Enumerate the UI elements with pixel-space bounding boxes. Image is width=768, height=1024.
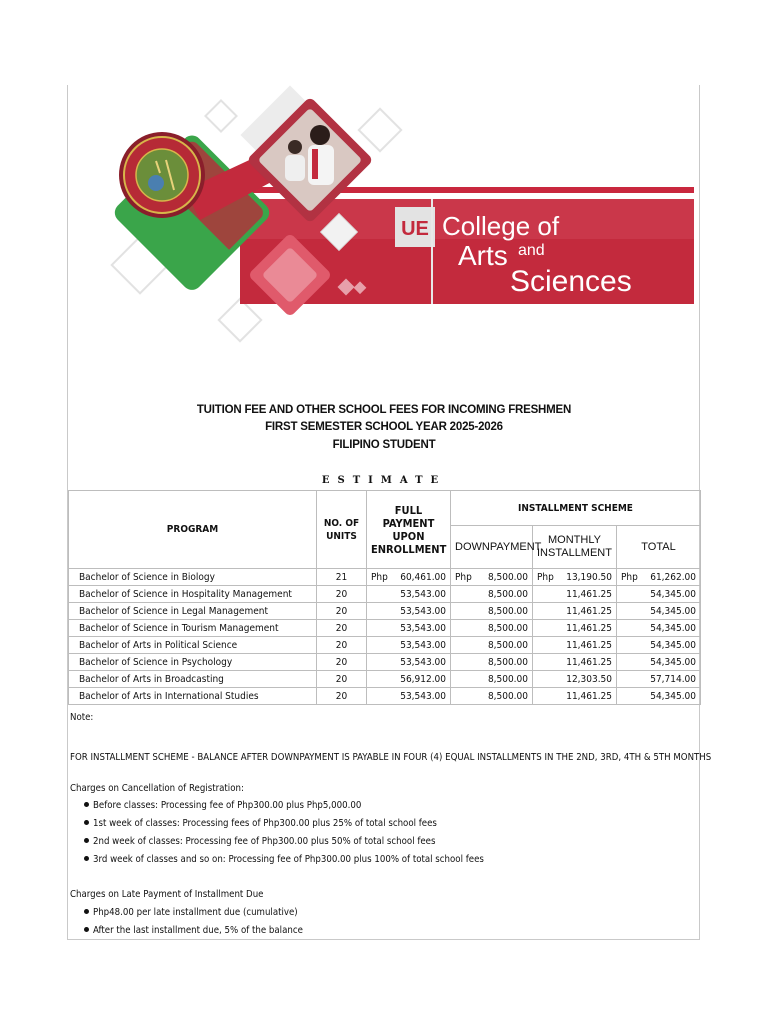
full-payment-cell-value: 60,461.00	[400, 571, 446, 583]
downpayment-cell-value: 8,500.00	[487, 656, 528, 668]
program-cell	[69, 603, 317, 620]
total-cell	[617, 671, 701, 688]
heading-line1: TUITION FEE AND OTHER SCHOOL FEES FOR INCOMING FRESHMEN	[196, 404, 572, 416]
monthly-installment-cell	[533, 620, 617, 637]
program-cell-value: Bachelor of Science in Biology	[79, 571, 215, 583]
units-cell-value: 20	[335, 673, 348, 685]
program-cell	[69, 688, 317, 705]
monthly-installment-cell	[533, 586, 617, 603]
downpayment-cell	[451, 603, 533, 620]
table-row	[69, 654, 701, 671]
units-cell-value: 20	[335, 656, 348, 668]
downpayment-cell-value: 8,500.00	[487, 673, 528, 685]
header-downpayment: DOWNPAYMENT	[451, 526, 533, 569]
full-payment-cell	[367, 671, 451, 688]
full-payment-cell-value: 53,543.00	[400, 605, 446, 617]
table-row	[69, 671, 701, 688]
total-cell-value: 54,345.00	[650, 656, 697, 668]
program-cell	[69, 671, 317, 688]
total-cell	[617, 654, 701, 671]
downpayment-cell-value: 8,500.00	[487, 571, 528, 583]
units-cell-value: 21	[335, 571, 348, 583]
estimate-label: ESTIMATE	[321, 475, 447, 486]
college-title-sciences: Sciences	[510, 265, 632, 298]
currency-label: Php	[455, 571, 472, 583]
units-cell	[317, 654, 367, 671]
program-cell-value: Bachelor of Arts in Broadcasting	[79, 673, 224, 685]
college-banner	[90, 95, 702, 355]
table-row	[69, 603, 701, 620]
monthly-installment-cell	[533, 637, 617, 654]
total-cell-value: 61,262.00	[650, 571, 697, 583]
units-cell	[317, 603, 367, 620]
full-payment-cell	[367, 637, 451, 654]
monthly-installment-cell	[533, 569, 617, 586]
total-cell	[617, 637, 701, 654]
fees-table	[68, 490, 701, 705]
heading-line3: FILIPINO STUDENT	[332, 439, 436, 451]
list-item: Before classes: Processing fee of Php300.00 plus Php5,000.00	[84, 800, 361, 811]
monthly-installment-cell	[533, 603, 617, 620]
units-cell-value: 20	[335, 605, 348, 617]
monthly-installment-cell-value: 11,461.25	[566, 622, 612, 634]
table-row	[69, 586, 701, 603]
full-payment-cell-value: 53,543.00	[400, 656, 446, 668]
program-cell-value: Bachelor of Science in Legal Management	[79, 605, 268, 617]
full-payment-cell	[367, 569, 451, 586]
monthly-installment-cell-value: 12,303.50	[566, 673, 612, 685]
units-cell	[317, 586, 367, 603]
program-cell	[69, 586, 317, 603]
header-installment-scheme: INSTALLMENT SCHEME	[451, 491, 701, 526]
header-full-payment: FULL PAYMENT UPON ENROLLMENT	[367, 491, 451, 569]
currency-label: Php	[621, 571, 638, 583]
downpayment-cell	[451, 620, 533, 637]
list-item: Php48.00 per late installment due (cumulative)	[84, 907, 298, 918]
monthly-installment-cell-value: 11,461.25	[566, 690, 612, 702]
monthly-installment-cell	[533, 671, 617, 688]
program-cell-value: Bachelor of Science in Hospitality Management	[79, 588, 292, 600]
table-row	[69, 569, 701, 586]
downpayment-cell	[451, 671, 533, 688]
downpayment-cell	[451, 586, 533, 603]
program-cell-value: Bachelor of Arts in International Studies	[79, 690, 259, 702]
program-cell	[69, 569, 317, 586]
college-seal	[119, 132, 205, 218]
header-total: TOTAL	[617, 526, 701, 569]
total-cell-value: 54,345.00	[650, 690, 697, 702]
full-payment-cell	[367, 688, 451, 705]
full-payment-cell	[367, 654, 451, 671]
downpayment-cell-value: 8,500.00	[487, 639, 528, 651]
monthly-installment-cell-value: 11,461.25	[566, 639, 612, 651]
units-cell	[317, 620, 367, 637]
program-cell-value: Bachelor of Science in Tourism Management	[79, 622, 279, 634]
program-cell-value: Bachelor of Arts in Political Science	[79, 639, 238, 651]
units-cell	[317, 569, 367, 586]
list-item: After the last installment due, 5% of the balance	[84, 925, 303, 936]
program-cell	[69, 654, 317, 671]
units-cell	[317, 637, 367, 654]
list-item: 1st week of classes: Processing fees of Php300.00 plus 25% of total school fees	[84, 818, 437, 829]
total-cell-value: 54,345.00	[650, 622, 697, 634]
full-payment-cell	[367, 620, 451, 637]
heading-line2: FIRST SEMESTER SCHOOL YEAR 2025-2026	[265, 421, 503, 433]
table-row	[69, 637, 701, 654]
list-item: 2nd week of classes: Processing fee of Php300.00 plus 50% of total school fees	[84, 836, 436, 847]
college-title-arts: Arts	[458, 240, 508, 271]
header-units: NO. OF UNITS	[317, 491, 367, 569]
table-row	[69, 688, 701, 705]
college-title-line1: College of	[442, 211, 560, 241]
full-payment-cell-value: 53,543.00	[400, 639, 446, 651]
total-cell	[617, 569, 701, 586]
installment-note: FOR INSTALLMENT SCHEME - BALANCE AFTER DOWNPAYMENT IS PAYABLE IN FOUR (4) EQUAL INSTALLMENTS IN THE 2ND, 3RD, 4TH & 5TH MONTHS	[70, 752, 712, 763]
currency-label: Php	[371, 571, 388, 583]
ue-logo-text: UE	[401, 218, 429, 240]
monthly-installment-cell	[533, 654, 617, 671]
monthly-installment-cell-value: 11,461.25	[566, 605, 612, 617]
list-item: 3rd week of classes and so on: Processing fee of Php300.00 plus 100% of total school fees	[84, 854, 484, 865]
total-cell	[617, 586, 701, 603]
total-cell-value: 57,714.00	[650, 673, 697, 685]
table-row	[69, 620, 701, 637]
units-cell-value: 20	[335, 588, 348, 600]
monthly-installment-cell-value: 11,461.25	[566, 588, 612, 600]
downpayment-cell-value: 8,500.00	[487, 622, 528, 634]
monthly-installment-cell-value: 11,461.25	[566, 656, 612, 668]
program-cell	[69, 620, 317, 637]
downpayment-cell-value: 8,500.00	[487, 690, 528, 702]
full-payment-cell	[367, 603, 451, 620]
total-cell-value: 54,345.00	[650, 639, 697, 651]
units-cell-value: 20	[335, 622, 348, 634]
units-cell	[317, 671, 367, 688]
full-payment-cell-value: 56,912.00	[400, 673, 446, 685]
full-payment-cell-value: 53,543.00	[400, 588, 446, 600]
monthly-installment-cell-value: 13,190.50	[566, 571, 612, 583]
header-program: PROGRAM	[69, 491, 317, 569]
currency-label: Php	[537, 571, 554, 583]
note-label: Note:	[70, 712, 94, 723]
cancellation-title: Charges on Cancellation of Registration:	[70, 783, 244, 794]
downpayment-cell-value: 8,500.00	[487, 588, 528, 600]
full-payment-cell	[367, 586, 451, 603]
late-payment-title: Charges on Late Payment of Installment Due	[70, 889, 264, 900]
program-cell	[69, 637, 317, 654]
downpayment-cell	[451, 569, 533, 586]
units-cell	[317, 688, 367, 705]
total-cell	[617, 603, 701, 620]
program-cell-value: Bachelor of Science in Psychology	[79, 656, 233, 668]
downpayment-cell	[451, 654, 533, 671]
downpayment-cell-value: 8,500.00	[487, 605, 528, 617]
college-title-and: and	[518, 242, 545, 259]
downpayment-cell	[451, 688, 533, 705]
units-cell-value: 20	[335, 690, 348, 702]
total-cell	[617, 620, 701, 637]
full-payment-cell-value: 53,543.00	[400, 622, 446, 634]
downpayment-cell	[451, 637, 533, 654]
full-payment-cell-value: 53,543.00	[400, 690, 446, 702]
monthly-installment-cell	[533, 688, 617, 705]
total-cell-value: 54,345.00	[650, 588, 697, 600]
total-cell	[617, 688, 701, 705]
total-cell-value: 54,345.00	[650, 605, 697, 617]
units-cell-value: 20	[335, 639, 348, 651]
header-monthly-installment: MONTHLY INSTALLMENT	[533, 526, 617, 569]
